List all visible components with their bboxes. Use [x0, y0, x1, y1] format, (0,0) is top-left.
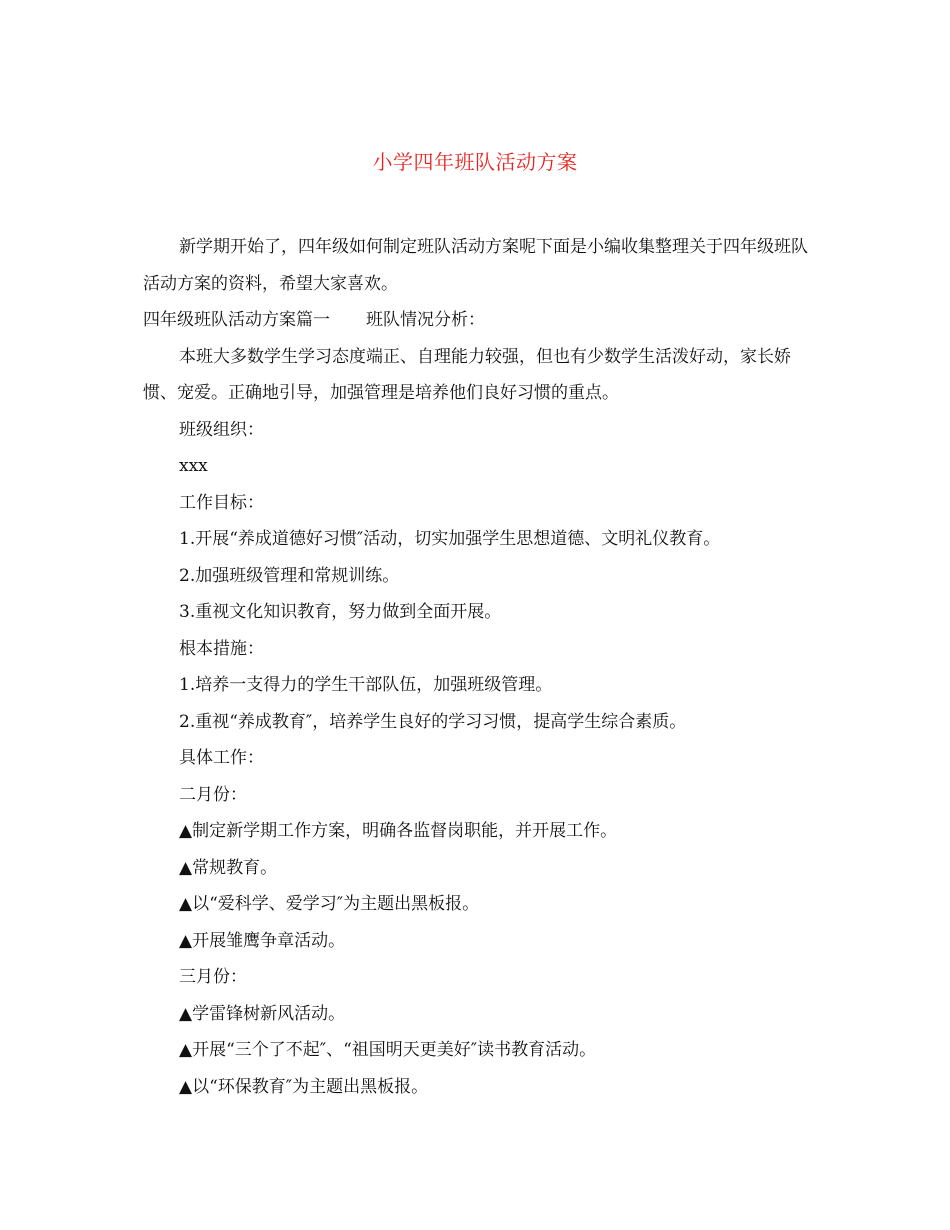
- mar-item: ▲以“环保教育″为主题出黑板报。: [179, 1076, 429, 1097]
- mar-item: ▲开展“三个了不起″、“祖国明天更美好″读书教育活动。: [179, 1040, 597, 1060]
- mar-item: ▲学雷锋树新风活动。: [179, 1003, 346, 1024]
- document-title: 小学四年班队活动方案: [372, 150, 578, 174]
- intro-paragraph: 新学期开始了，四年级如何制定班队活动方案呢下面是小编收集整理关于四年级班队活动方案的资料，希望大家喜欢。: [143, 237, 808, 294]
- feb-item: ▲制定新学期工作方案，明确各监督岗职能，并开展工作。: [179, 821, 618, 841]
- class-org-value: xxx: [179, 456, 208, 476]
- goal-item: 3.重视文化知识教育，努力做到全面开展。: [179, 602, 502, 622]
- goal-item: 1.开展“养成道德好习惯″活动，切实加强学生思想道德、文明礼仪教育。: [179, 529, 721, 549]
- class-org-label: 班级组织：: [179, 419, 264, 440]
- feb-item: ▲以“爱科学、爱学习″为主题出黑板报。: [179, 894, 480, 914]
- document-body: [143, 229, 808, 1105]
- analysis-paragraph: 本班大多数学生学习态度端正、自理能力较强，但也有少数学生活泼好动，家长娇惯、宠爱。正确地引导，加强管理是培养他们良好习惯的重点。: [143, 346, 791, 403]
- section-heading: 四年级班队活动方案篇一: [143, 310, 330, 330]
- mar-label: 三月份：: [179, 967, 247, 987]
- feb-item: ▲开展雏鹰争章活动。: [179, 930, 346, 951]
- measure-item: 1.培养一支得力的学生干部队伍，加强班级管理。: [179, 675, 553, 695]
- goals-label: 工作目标：: [179, 492, 264, 513]
- section-subheading: 班队情况分析：: [366, 310, 485, 330]
- feb-item: ▲常规教育。: [179, 857, 278, 878]
- goal-item: 2.加强班级管理和常规训练。: [179, 565, 400, 586]
- section-heading-line: [143, 302, 808, 339]
- measures-label: 根本措施：: [179, 638, 264, 659]
- feb-label: 二月份：: [179, 784, 247, 805]
- specific-work-label: 具体工作：: [179, 748, 264, 768]
- measure-item: 2.重视“养成教育″，培养学生良好的学习习惯，提高学生综合素质。: [179, 711, 687, 732]
